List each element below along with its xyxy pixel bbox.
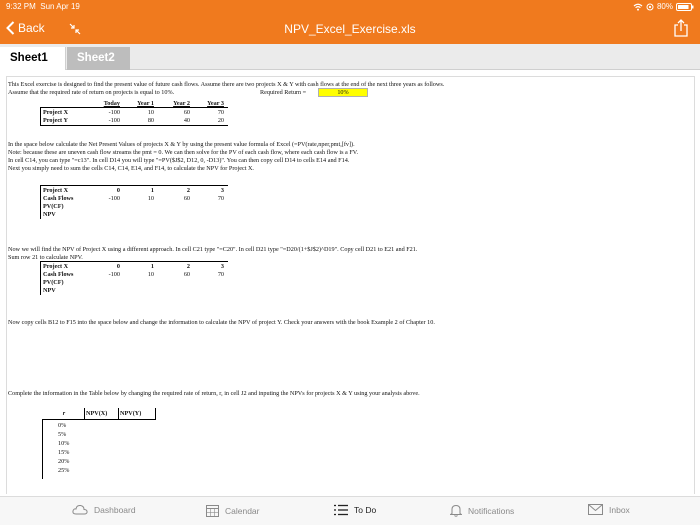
t4-rate: 10% [58,440,70,447]
t4-rate: 0% [58,422,67,429]
t3-header: 1 [150,263,154,270]
bottom-tab-label: Dashboard [94,504,136,515]
t2-header: 1 [150,187,154,194]
t3-cell: 70 [217,271,224,278]
top-bar [0,0,700,44]
t1-header-year1: Year 1 [137,100,154,107]
list-icon [334,504,348,516]
instr3-line-2: Sum row 21 to calculate NPV. [8,254,83,261]
t4-rate: 5% [58,431,67,438]
t1-cell: -100 [108,109,120,116]
share-icon[interactable] [674,19,688,37]
t3-header: 2 [186,263,190,270]
status-date: Sun Apr 19 [40,2,80,11]
t2-header: 3 [220,187,224,194]
status-right [633,2,694,11]
instr4-line: Now copy cells B12 to F15 into the space below and change the information to calculate the NPV of project Y. Check your answers with the book Example 2 of Chapter 10. [8,319,435,326]
t1-border [40,125,228,126]
instr5-line: Complete the information in the Table below by changing the required rate of return, r, in cell J2 and inputing the NPVs for projects X & Y using your analysis above. [8,390,420,397]
nav-bar [0,14,700,44]
required-return-label: Required Return = [260,89,307,96]
t2-header: 2 [186,187,190,194]
t4-border [155,408,156,420]
bottom-tab-label: Notifications [468,505,515,516]
grid-line [6,76,7,494]
instr2-line-3: In cell C14, you can type "=c13". In cell D14 you will type "=PV($J$2, D12, 0, -D13)". You can then copy cell D14 to cells E14 and F14. [8,157,350,164]
bell-icon [450,504,462,517]
t3-row-label: Project X [43,263,69,270]
tab-sheet2[interactable]: Sheet2 [67,47,130,70]
t1-row-label: Project X [43,109,69,116]
t4-header-npvy: NPV(Y) [120,410,142,417]
grid-line [694,76,695,494]
bottom-tab-label: Calendar [225,505,260,516]
instr2-line-4: Next you simply need to sum the cells C14, C14, E14, and F14, to calculate the NPV for Project X. [8,165,254,172]
t1-header-today: Today [103,100,120,107]
t2-row-label: Cash Flows [43,195,74,202]
t2-cell: 70 [217,195,224,202]
t2-cell: -100 [108,195,120,202]
t3-row-label: PV(CF) [43,279,64,286]
t3-border [40,261,41,295]
t2-cell: 60 [183,195,190,202]
t1-header-year2: Year 2 [173,100,190,107]
cloud-icon [72,504,88,515]
bottom-tab-dashboard[interactable] [72,504,136,515]
grid-line [6,76,694,77]
back-label: Back [18,21,45,35]
battery-percent: 80% [656,2,673,11]
bottom-tab-notifications[interactable] [450,504,514,517]
calendar-icon [206,504,219,517]
t4-rate: 15% [58,449,70,456]
envelope-icon [588,504,603,515]
intro-line-2: Assume that the required rate of return on projects is equal to 10%. [8,89,175,96]
instr2-line-1: In the space below calculate the Net Present Values of projects X & Y by using the present value formula of Excel (=PV(rate,nper,pmt,[fv]). [8,141,355,148]
status-bar [0,0,700,14]
t3-cell: 10 [147,271,154,278]
instr3-line-1: Now we will find the NPV of Project X using a different approach. In cell C21 type "=C20". In cell D21 type "=D20/(1+$J$2)^D19". Copy cell D21 to E21 and F21. [8,246,418,253]
status-time-date [6,2,80,11]
t3-header: 0 [116,263,120,270]
location-icon [646,3,654,11]
status-time: 9:32 PM [6,2,36,11]
t2-row-label: Project X [43,187,69,194]
t4-header-r: r [62,410,66,417]
t4-rate: 20% [58,458,70,465]
wifi-icon [633,3,643,11]
t3-cell: -100 [108,271,120,278]
t4-border [42,419,156,420]
t1-cell: 80 [147,117,154,124]
t1-header-year3: Year 3 [207,100,224,107]
t4-rate: 25% [58,467,70,474]
t4-border [84,408,85,420]
t1-border [40,107,41,126]
instr2-line-2: Note: because these are uneven cash flow streams the pmt = 0. We can then solve for the PV of each cash flow, where each cash flow is a FV. [8,149,359,156]
tab-sheet1[interactable]: Sheet1 [0,47,66,70]
bottom-tab-calendar[interactable] [206,504,260,517]
bottom-tab-todo[interactable] [334,504,376,516]
t1-cell: 40 [183,117,190,124]
battery-icon [676,3,694,11]
t2-border [40,185,228,186]
t2-cell: 10 [147,195,154,202]
t1-border [40,107,228,108]
t1-cell: 10 [147,109,154,116]
t3-border [40,261,228,262]
t2-row-label: NPV [43,211,56,218]
bottom-tab-label: To Do [354,505,377,515]
bottom-tab-bar [0,496,700,525]
sheet-tabs [0,44,700,70]
t2-header: 0 [116,187,120,194]
t1-cell: 20 [217,117,224,124]
t3-row-label: Cash Flows [43,271,74,278]
bottom-tab-inbox[interactable] [588,504,630,515]
t1-row-label: Project Y [43,117,68,124]
t2-border [40,185,41,219]
document-title: NPV_Excel_Exercise.xls [284,22,416,36]
t2-row-label: PV(CF) [43,203,64,210]
spreadsheet-area[interactable] [0,70,700,496]
t3-header: 3 [220,263,224,270]
t4-border [42,419,43,479]
t4-header-npvx: NPV(X) [86,410,108,417]
bottom-tab-label: Inbox [609,504,630,515]
t4-border [118,408,119,420]
t1-cell: 70 [217,109,224,116]
intro-line-1: This Excel exercise is designed to find the present value of future cash flows. Assume there are two projects X & Y with cash flows at the end of the next three years as follows. [8,81,445,88]
t3-row-label: NPV [43,287,56,294]
t3-cell: 60 [183,271,190,278]
t1-cell: -100 [108,117,120,124]
t1-cell: 60 [183,109,190,116]
required-return-value: 10% [337,89,349,96]
